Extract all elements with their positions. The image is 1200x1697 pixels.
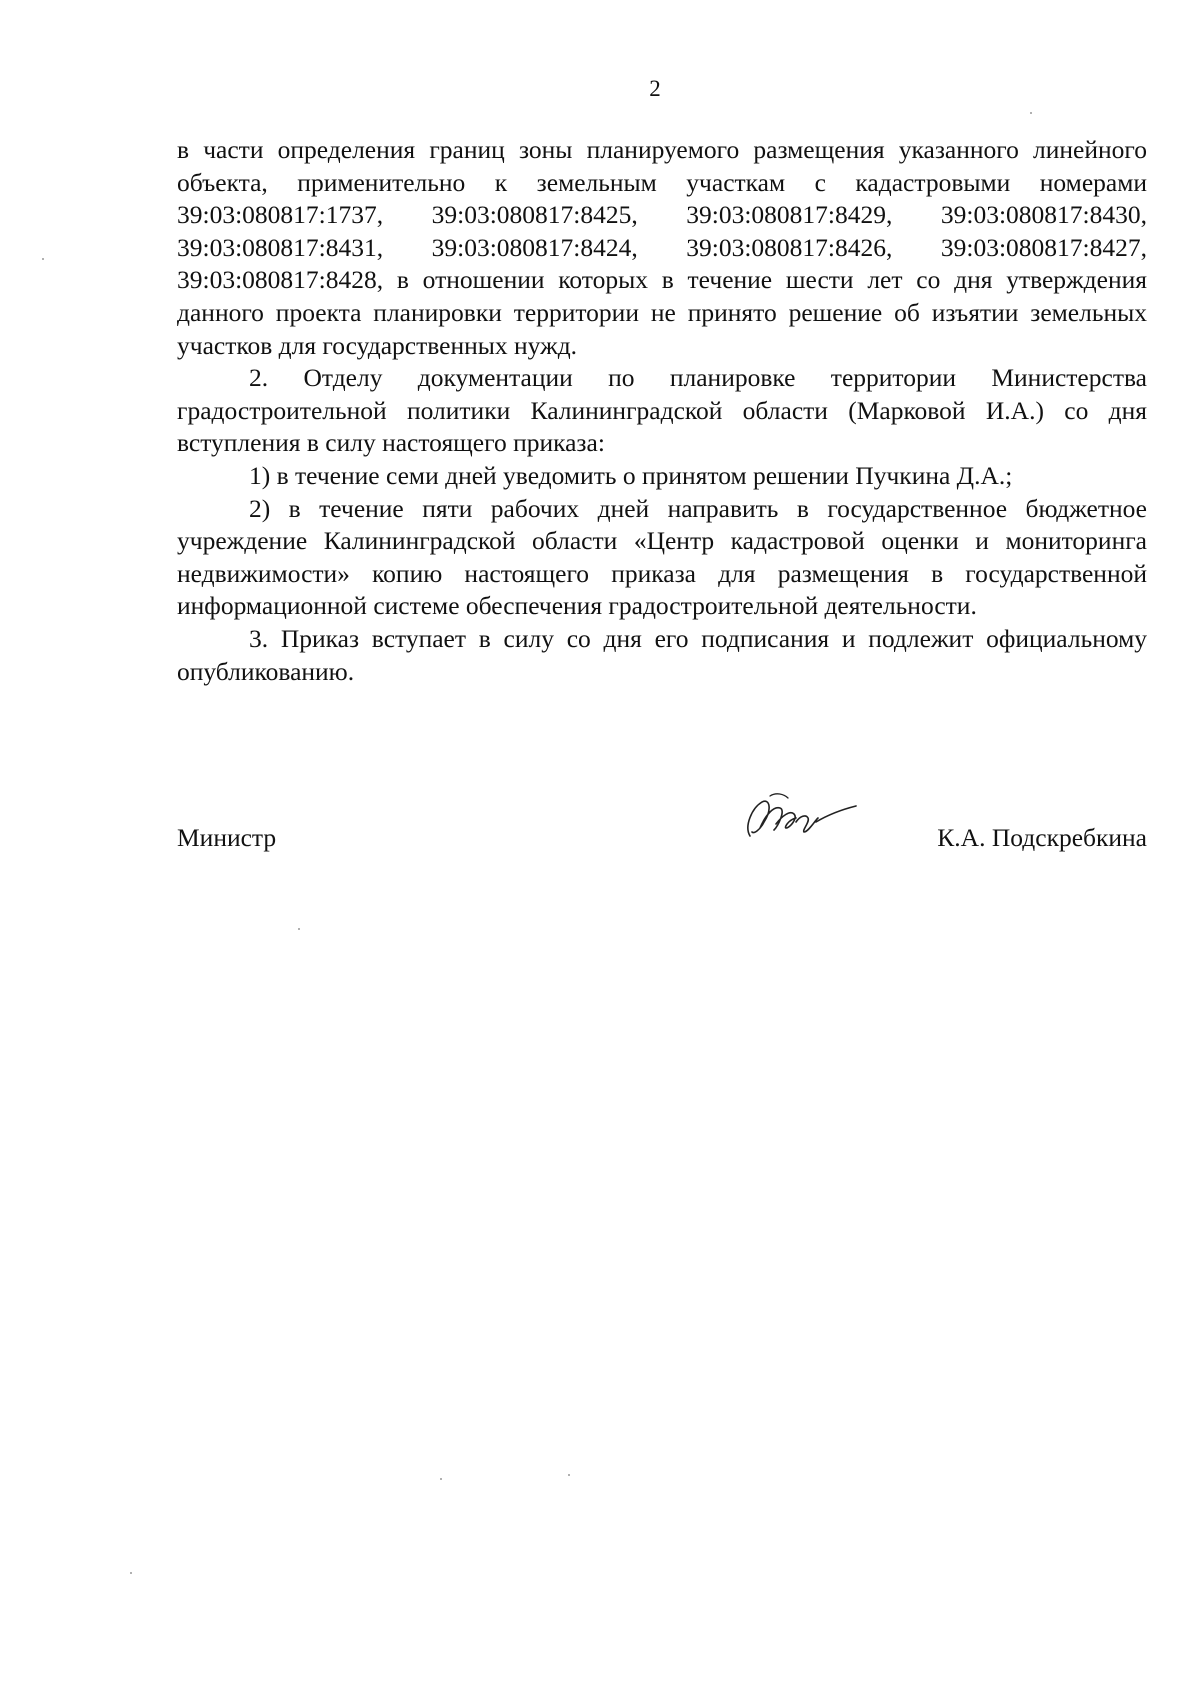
scan-speck xyxy=(568,1474,570,1476)
scan-speck xyxy=(440,1478,442,1480)
paragraph-continuation: в части определения границ зоны планируемого размещения указанного линейного объекта, применительно к земельным участкам с кадастровыми номерами 39:03:080817:1737, 39:03:080817:8425, 39:03:080817:8429, 39:03:080817:8430, 39:03:080817:8431, 39:03:080817:8424, 39:03:080817:8426, 39:03:080817:8427, 39:03:080817:8428, в отношении которых в течение шести лет со дня утверждения данного проекта планировки территории не принято решение об изъятии земельных участков для государственных нужд. xyxy=(177,135,1147,360)
handwritten-signature xyxy=(740,788,860,848)
paragraph-subitem-2: 2) в течение пяти рабочих дней направить в государственное бюджетное учреждение Калининградской области «Центр кадастровой оценки и мониторинга недвижимости» копию настоящего приказа для размещения в государственной информационной системе обеспечения градостроительной деятельности. xyxy=(177,493,1147,621)
scan-speck xyxy=(42,258,44,260)
paragraph-subitem-1: 1) в течение семи дней уведомить о принятом решении Пучкина Д.А.; xyxy=(249,460,1013,490)
page-number: 2 xyxy=(649,76,661,101)
scan-speck xyxy=(298,928,300,930)
scan-speck xyxy=(1030,112,1032,114)
paragraph-item-3: 3. Приказ вступает в силу со дня его подписания и подлежит официальному опубликованию. xyxy=(177,623,1147,686)
signatory-title: Министр xyxy=(177,823,277,852)
paragraph-item-2: 2. Отделу документации по планировке территории Министерства градостроительной политики Калининградской области (Марковой И.А.) со дня вступления в силу настоящего приказа: xyxy=(177,363,1147,458)
scan-speck xyxy=(130,1572,132,1574)
signatory-name: К.А. Подскребкина xyxy=(937,823,1147,852)
document-body xyxy=(177,134,1147,688)
